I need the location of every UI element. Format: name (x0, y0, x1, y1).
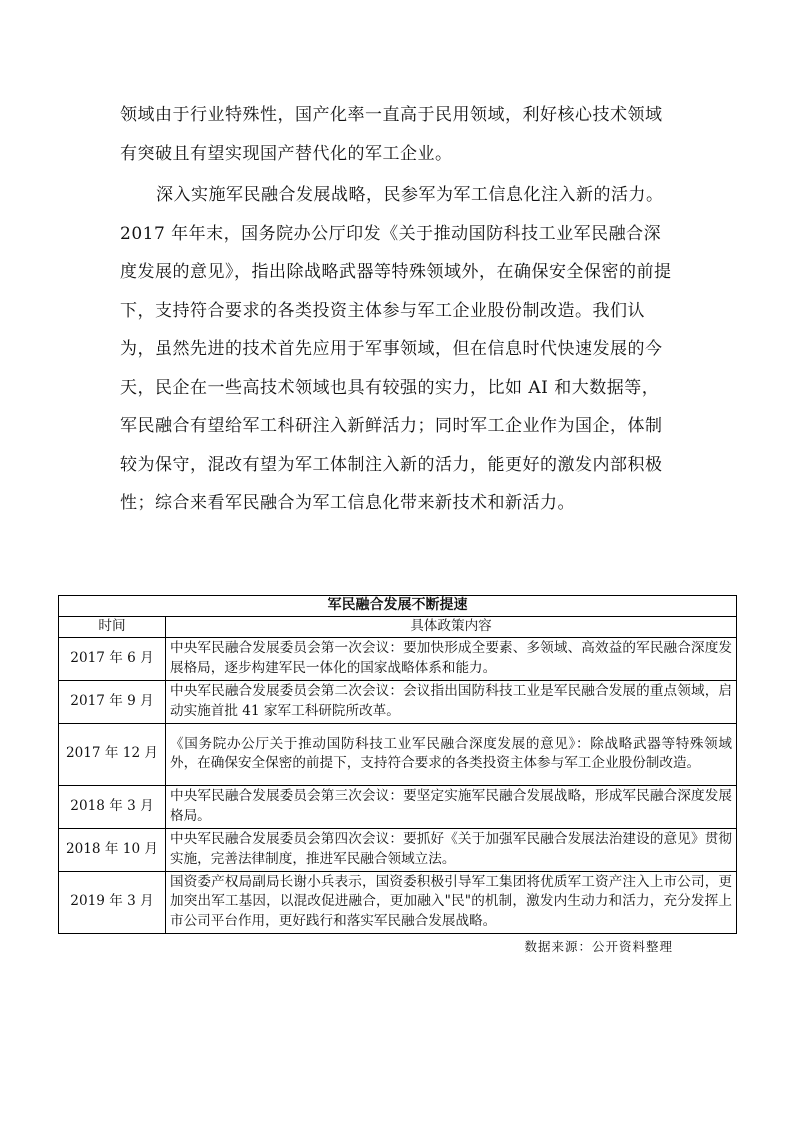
data-source-note: 数据来源：公开资料整理 (524, 939, 673, 954)
table-row (59, 785, 737, 828)
row-content: 中央军民融合发展委员会第一次会议：要加快形成全要素、多领域、高效益的军民融合深度发展格局，逐步构建军民一体化的国家战略体系和能力。 (166, 637, 737, 680)
row-content: 中央军民融合发展委员会第三次会议：要坚定实施军民融合发展战略，形成军民融合深度发展格局。 (166, 785, 737, 828)
row-content: 中央军民融合发展委员会第四次会议：要抓好《关于加强军民融合发展法治建设的意见》贯彻实施，完善法律制度，推进军民融合领域立法。 (166, 828, 737, 871)
row-content: 中央军民融合发展委员会第二次会议：会议指出国防科技工业是军民融合发展的重点领域，启动实施首批 41 家军工科研院所改革。 (166, 680, 737, 723)
policy-table (58, 595, 737, 934)
table-row (59, 637, 737, 680)
table-header-row (59, 617, 737, 638)
row-time: 2018 年 10 月 (59, 828, 166, 871)
row-time: 2017 年 9 月 (59, 680, 166, 723)
table-title: 军民融合发展不断提速 (59, 596, 737, 617)
row-time: 2017 年 12 月 (59, 723, 166, 785)
table-row (59, 828, 737, 871)
header-content: 具体政策内容 (166, 617, 737, 638)
row-time: 2018 年 3 月 (59, 785, 166, 828)
row-time: 2019 年 3 月 (59, 871, 166, 933)
table-row (59, 680, 737, 723)
row-time: 2017 年 6 月 (59, 637, 166, 680)
table-row (59, 723, 737, 785)
table-title-row (59, 596, 737, 617)
body-paragraph-2: 深入实施军民融合发展战略，民参军为军工信息化注入新的活力。2017 年年末，国务院办公厅印发《关于推动国防科技工业军民融合深度发展的意见》，指出除战略武器等特殊领域外，在确保安全保密的前提下，支持符合要求的各类投资主体参与军工企业股份制改造。我们认为，虽然先进的技术首先应用于军事领域，但在信息时代快速发展的今天，民企在一些高技术领域也具有较强的实力，比如 AI 和大数据等，军民融合有望给军工科研注入新鲜活力；同时军工企业作为国企，体制较为保守，混改有望为军工体制注入新的活力，能更好的激发内部积极性；综合来看军民融合为军工信息化带来新技术和新活力。 (120, 185, 672, 513)
table-row (59, 871, 737, 933)
body-paragraph-1: 领域由于行业特殊性，国产化率一直高于民用领域，利好核心技术领域有突破且有望实现国产替代化的军工企业。 (120, 105, 663, 164)
header-time: 时间 (59, 617, 166, 638)
row-content: 国资委产权局副局长谢小兵表示，国资委积极引导军工集团将优质军工资产注入上市公司，更加突出军工基因，以混改促进融合，更加融入"民"的机制，激发内生动力和活力，充分发挥上市公司平台作用，更好践行和落实军民融合发展战略。 (166, 871, 737, 933)
row-content: 《国务院办公厅关于推动国防科技工业军民融合深度发展的意见》：除战略武器等特殊领域外，在确保安全保密的前提下，支持符合要求的各类投资主体参与军工企业股份制改造。 (166, 723, 737, 785)
